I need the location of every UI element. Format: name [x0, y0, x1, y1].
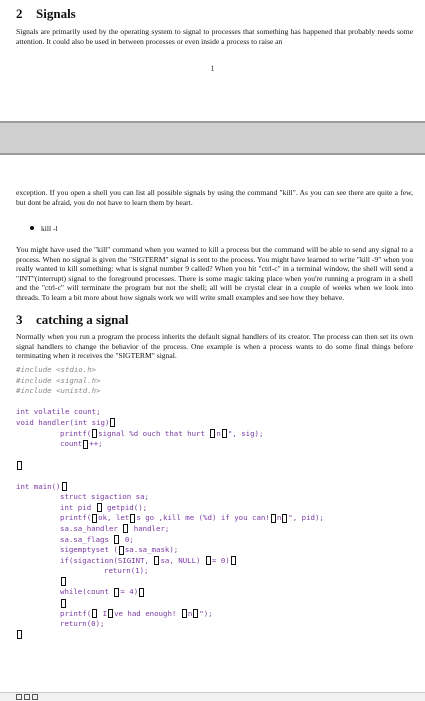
code-count: count: [60, 439, 83, 449]
code-line-blank: [16, 471, 413, 482]
code-handler-set-a: sa.sa_handler: [60, 523, 123, 533]
code-handler-signature: void handler(int sig): [16, 417, 110, 427]
code-printf1-b: signal %d ouch that hurt: [98, 428, 210, 438]
code-line-pid: [16, 503, 413, 514]
code-line-include-signal: #include <signal.h>: [16, 375, 101, 385]
section-3-heading: [16, 312, 128, 328]
bullet-text: kill -l: [41, 224, 58, 233]
section-3-number: 3: [16, 312, 23, 327]
code-line-close-brace: [16, 598, 413, 609]
code-if-a: if(sigaction(SIGINT,: [60, 555, 154, 565]
code-printf3-c: ve had enough!: [114, 608, 181, 618]
page-separator-edge-top: [0, 121, 425, 123]
code-line-close-brace: [16, 577, 413, 588]
document-page-bottom: [0, 155, 425, 700]
code-count-b: ++;: [89, 439, 103, 449]
operator-marker-icon: [114, 535, 119, 544]
code-printf2-c: s go ,kill me (%d) if you can!: [136, 513, 270, 523]
code-line-set-flags: [16, 535, 413, 546]
apostrophe-marker-icon: [108, 609, 113, 618]
code-line-include-stdio: #include <stdio.h>: [16, 365, 97, 374]
code-line-printf-ouch: [16, 429, 413, 440]
brace-marker-icon: [231, 556, 236, 565]
code-line-return-1: return(1);: [104, 566, 149, 576]
section-2-number: 2: [16, 6, 23, 21]
code-listing: [16, 365, 413, 640]
code-line-while: [16, 587, 413, 598]
code-line-printf-enough: [16, 609, 413, 620]
code-printf2-a: printf(: [60, 513, 92, 523]
code-flags-a: sa.sa_flags: [60, 534, 114, 544]
code-printf3-b: I: [98, 608, 108, 618]
quote-marker-icon: [222, 429, 227, 438]
quote-marker-icon: [282, 514, 287, 523]
code-sigempty-a: sigemptyset (: [60, 545, 118, 555]
ampersand-marker-icon: [154, 556, 159, 565]
code-line-if-sigaction: [16, 556, 413, 567]
section-2-intro: Signals are primarily used by the operating system to signal to processes that something has happened that probably needs some attention. It could also be used in between processes or even inside a process to raise an: [16, 27, 413, 46]
operator-marker-icon: [114, 588, 119, 597]
code-line-blank: [16, 450, 413, 461]
code-line-main: [16, 482, 413, 493]
bullet-icon: [30, 226, 34, 230]
quote-marker-icon: [193, 609, 198, 618]
page-number: 1: [210, 64, 215, 73]
code-line-volatile: int volatile count;: [16, 407, 101, 417]
backslash-marker-icon: [182, 609, 187, 618]
operator-marker-icon: [206, 556, 211, 565]
page-separator: [0, 121, 425, 155]
backslash-marker-icon: [210, 429, 215, 438]
code-printf1-c: n: [216, 428, 221, 438]
document-page-top: [0, 0, 425, 121]
code-if-c: = 0): [211, 555, 230, 565]
code-line-blank: [16, 397, 413, 408]
operator-marker-icon: [83, 440, 88, 449]
quote-marker-icon: [92, 609, 97, 618]
operator-marker-icon: [123, 524, 128, 533]
bullet-item: [30, 224, 58, 233]
code-printf3-e: ");: [199, 608, 213, 618]
section-2-continuation: exception. If you open a shell you can list all possible signals by using the command "kill". As you can see there are quite a few, but dont be afraid, you do not have to learn them by heart.: [16, 188, 413, 207]
code-printf2-d: n: [276, 513, 282, 523]
backslash-marker-icon: [271, 514, 276, 523]
code-line-return-0: return(0);: [60, 619, 105, 629]
code-line-set-handler: [16, 524, 413, 535]
ampersand-marker-icon: [119, 546, 124, 555]
brace-marker-icon: [17, 630, 22, 639]
code-line-handler-decl: [16, 418, 413, 429]
code-flags-b: 0;: [120, 534, 134, 544]
code-printf3-d: n: [187, 608, 193, 618]
brace-marker-icon: [110, 418, 115, 427]
code-if-b: sa, NULL): [160, 555, 205, 565]
code-pid-a: int pid: [60, 502, 96, 512]
code-printf3-a: printf(: [60, 608, 92, 618]
code-line-sigemptyset: [16, 545, 413, 556]
code-printf1-a: printf(: [60, 428, 92, 438]
code-line-include-unistd: #include <unistd.h>: [16, 386, 101, 396]
code-line-sigaction-decl: struct sigaction sa;: [60, 492, 149, 502]
section-2-heading: [16, 6, 76, 22]
brace-marker-icon: [139, 588, 144, 597]
scroll-marker-icon[interactable]: [32, 694, 38, 700]
code-printf1-d: ", sig);: [227, 428, 264, 438]
scroll-marker-icon[interactable]: [16, 694, 22, 700]
code-pid-b: getpid();: [102, 502, 148, 512]
brace-marker-icon: [62, 482, 67, 491]
scroll-marker-icon[interactable]: [24, 694, 30, 700]
brace-marker-icon: [17, 461, 22, 470]
code-line-close-brace: [16, 630, 413, 641]
code-main: int main(): [16, 481, 61, 491]
quote-marker-icon: [92, 514, 97, 523]
brace-marker-icon: [61, 577, 66, 586]
quote-marker-icon: [92, 429, 97, 438]
section-2-title: Signals: [36, 6, 76, 21]
code-while-b: = 4): [120, 587, 139, 597]
brace-marker-icon: [61, 599, 66, 608]
code-printf2-e: ", pid);: [288, 513, 324, 523]
code-while-a: while(count: [60, 587, 114, 597]
section-2-paragraph: You might have used the "kill" command when you wanted to kill a process but the command will be able to send any signal to a process. When no signal is given the "SIGTERM" signal is sent to the process. You might have learned to write "kill -9" when you really wanted to kill something: what is signal number 9 called? When you hit "ctrl-c" in a terminal window, the shell will send a "INT"(interrupt) signal to the foreground processes. There is some magic taking place when you're running a program in a shell and the "ctrl-c" will terminate the program but not the shell; all will be crystal clear in a couple of weeks when we look into threads. To learn a bit more about how signals work we will write small examples and see how they behave.: [16, 245, 413, 302]
apostrophe-marker-icon: [130, 514, 135, 523]
section-3-title: catching a signal: [36, 312, 129, 327]
code-line-close-brace: [16, 460, 413, 471]
code-line-printf-killme: [16, 513, 413, 524]
section-3-intro: Normally when you run a program the process inherits the default signal handlers of its creator. The process can then set its own signal handlers to change the behavior of the process. One example is when a process wants to do some final things before terminating when it receives the "SIGTERM" signal.: [16, 332, 413, 361]
code-handler-set-b: handler;: [129, 523, 170, 533]
code-printf2-b: ok, let: [98, 513, 130, 523]
code-sigempty-b: sa.sa_mask);: [124, 545, 179, 555]
operator-marker-icon: [97, 503, 102, 512]
code-line-count-inc: [16, 439, 413, 450]
